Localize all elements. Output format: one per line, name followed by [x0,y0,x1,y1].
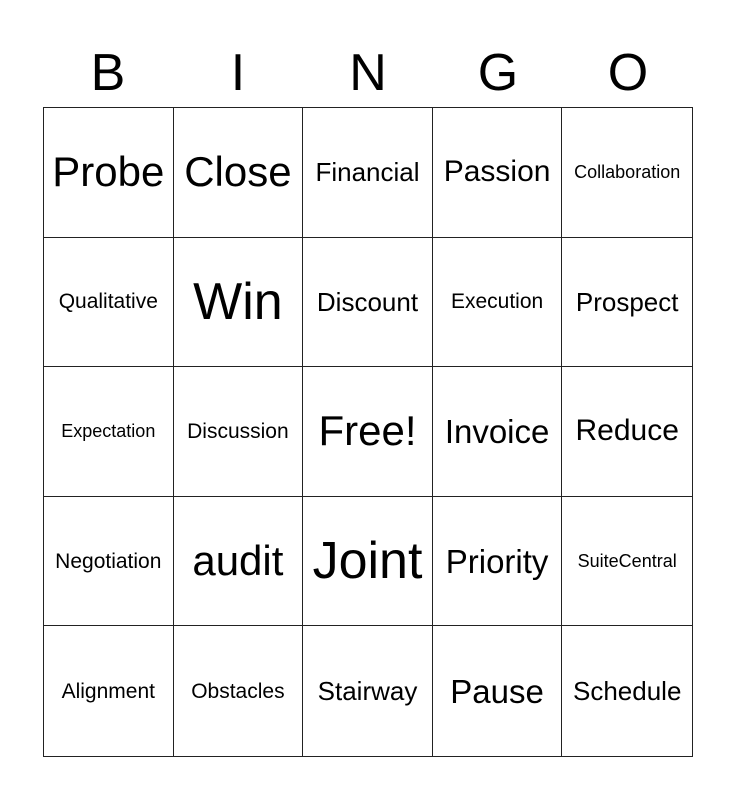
bingo-cell[interactable]: Stairway [303,626,433,756]
bingo-cell[interactable]: SuiteCentral [562,497,692,627]
bingo-cell[interactable]: Negotiation [44,497,174,627]
header-letter-o: O [607,44,649,102]
bingo-cell[interactable]: Qualitative [44,238,174,368]
header-letter-i: I [230,44,246,102]
bingo-cell[interactable]: Discount [303,238,433,368]
header-letter-b: B [90,44,126,102]
bingo-cell[interactable]: Win [174,238,304,368]
bingo-cell[interactable]: Schedule [572,676,682,707]
bingo-cell[interactable]: Joint [303,497,433,627]
bingo-cell[interactable]: Expectation [44,367,174,497]
bingo-cell[interactable]: Probe [44,108,174,238]
bingo-cell[interactable]: Obstacles [174,626,304,756]
bingo-cell[interactable]: Financial [303,108,433,238]
bingo-cell[interactable]: Discussion [174,367,304,497]
bingo-cell[interactable]: Priority [433,497,563,627]
bingo-cell[interactable]: Reduce [562,367,692,497]
bingo-cell[interactable]: Pause [433,626,563,756]
bingo-cell[interactable]: audit [174,497,304,627]
bingo-cell[interactable]: Prospect [562,238,692,368]
free-space-cell[interactable]: Free! [303,367,433,497]
bingo-board [43,107,693,757]
bingo-cell[interactable]: Collaboration [562,108,692,238]
bingo-cell[interactable]: Invoice [433,367,563,497]
header-letter-g: G [477,44,519,102]
bingo-cell[interactable]: Alignment [44,626,174,756]
bingo-cell[interactable]: Close [174,108,304,238]
bingo-header [43,40,693,106]
bingo-cell[interactable]: Passion [433,108,563,238]
header-letter-n: N [349,44,387,102]
bingo-cell[interactable]: Execution [433,238,563,368]
